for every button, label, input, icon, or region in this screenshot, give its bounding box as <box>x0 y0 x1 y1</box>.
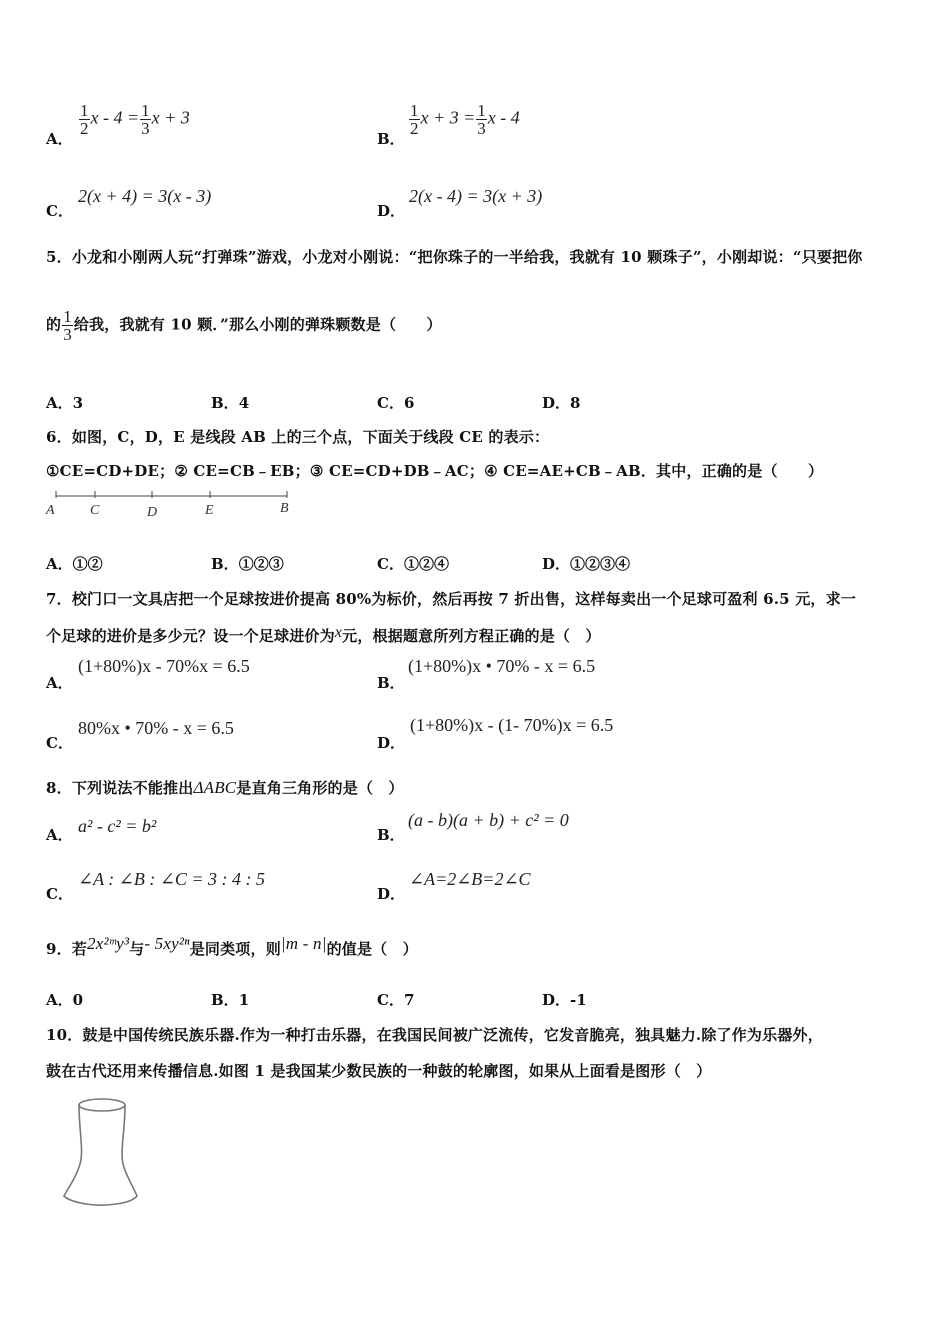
q6-option-d: D．①②③④ <box>542 555 631 573</box>
q7-option-b-expr: (1+80%)x • 70% - x = 6.5 <box>408 656 596 676</box>
drum-body-outline <box>64 1105 137 1205</box>
q5-option-a: A．3 <box>46 394 84 412</box>
q9-option-d: D．-1 <box>542 991 587 1009</box>
point-label-b: B <box>280 501 289 516</box>
q4-option-c-label: C． <box>46 202 73 220</box>
q7-line2: 个足球的进价是多少元？设一个足球进价为x元，根据题意所列方程正确的是（ ） <box>46 624 601 645</box>
q4-option-c-expr: 2(x + 4) = 3(x - 3) <box>78 186 212 206</box>
q7-option-d-expr: (1+80%)x - (1- 70%)x = 6.5 <box>410 715 614 735</box>
q4-option-b-expr: $\frac{1}{2}$ x + 3 = $\frac{1}{3}$ x - 4 <box>410 101 520 138</box>
q4-option-b-label: B． <box>377 130 405 148</box>
q6-line2: ①CE=CD+DE；② CE=CB﹣EB；③ CE=CD+DB﹣AC；④ CE=AE+CB﹣AB．其中，正确的是（ ） <box>46 462 824 480</box>
q6-line1: 6．如图，C，D，E 是线段 AB 上的三个点，下面关于线段 CE 的表示： <box>46 428 550 446</box>
q8-option-a-label: A． <box>46 826 73 844</box>
point-label-e: E <box>205 503 214 518</box>
q5-line2: 的 $\frac{1}{3}$ 给我，我就有 10 颗．”那么小刚的弹珠颗数是（ ） <box>46 307 442 344</box>
q10-line1: 10．鼓是中国传统民族乐器.作为一种打击乐器，在我国民间被广泛流传，它发音脆亮，独具魅力.除了作为乐器外， <box>46 1026 823 1044</box>
q4-option-d-label: D． <box>377 202 406 220</box>
drum-outline-figure <box>60 1092 144 1214</box>
drum-top-ellipse <box>79 1099 125 1111</box>
q4-option-d-expr: 2(x - 4) = 3(x + 3) <box>409 186 543 206</box>
q7-option-a-label: A． <box>46 674 73 692</box>
point-label-c: C <box>90 503 100 518</box>
q4-option-a-expr: $\frac{1}{2}$ x - 4 = $\frac{1}{3}$ x + 3 <box>80 101 190 138</box>
q7-line1: 7．校门口一文具店把一个足球按进价提高 80%为标价，然后再按 7 折出售，这样每卖出一个足球可盈利 6.5 元，求一 <box>46 590 857 608</box>
q6-option-a: A．①② <box>46 555 103 573</box>
q9-option-a: A．0 <box>46 991 84 1009</box>
q5-option-d: D．8 <box>542 394 581 412</box>
q8-option-d-label: D． <box>377 885 406 903</box>
q8-option-d-expr: ∠A=2∠B=2∠C <box>409 869 531 889</box>
q8-line: 8．下列说法不能推出ΔABC是直角三角形的是（ ） <box>46 778 404 797</box>
q7-option-d-label: D． <box>377 734 406 752</box>
q8-option-c-label: C． <box>46 885 73 903</box>
point-label-d: D <box>147 505 158 520</box>
q10-line2: 鼓在古代还用来传播信息.如图 1 是我国某少数民族的一种鼓的轮廓图，如果从上面看是图形（ ） <box>46 1062 712 1080</box>
q7-option-b-label: B． <box>377 674 405 692</box>
q9-option-c: C．7 <box>377 991 415 1009</box>
q8-option-b-label: B． <box>377 826 405 844</box>
q7-option-c-label: C． <box>46 734 73 752</box>
q6-option-c: C．①②④ <box>377 555 449 573</box>
q9-option-b: B．1 <box>211 991 250 1009</box>
q8-option-b-expr: (a - b)(a + b) + c² = 0 <box>408 810 569 830</box>
q7-option-c-expr: 80%x • 70% - x = 6.5 <box>78 718 234 738</box>
segment-figure <box>44 488 296 522</box>
point-label-a: A <box>46 503 55 518</box>
q7-option-a-expr: (1+80%)x - 70%x = 6.5 <box>78 656 250 676</box>
q5-option-c: C．6 <box>377 394 415 412</box>
q6-option-b: B．①②③ <box>211 555 284 573</box>
q5-line1: 5．小龙和小刚两人玩“打弹珠”游戏，小龙对小刚说：“把你珠子的一半给我，我就有 10 颗珠子”，小刚却说：“只要把你 <box>46 248 863 266</box>
q8-option-c-expr: ∠A : ∠B : ∠C = 3 : 4 : 5 <box>78 869 266 889</box>
q9-line: 9．若2x²ᵐy³与- 5xy²ⁿ是同类项，则|m - n|的值是（ ） <box>46 934 418 958</box>
q5-option-b: B．4 <box>211 394 250 412</box>
q4-option-a-label: A． <box>46 130 73 148</box>
q8-option-a-expr: a² - c² = b² <box>78 816 157 836</box>
